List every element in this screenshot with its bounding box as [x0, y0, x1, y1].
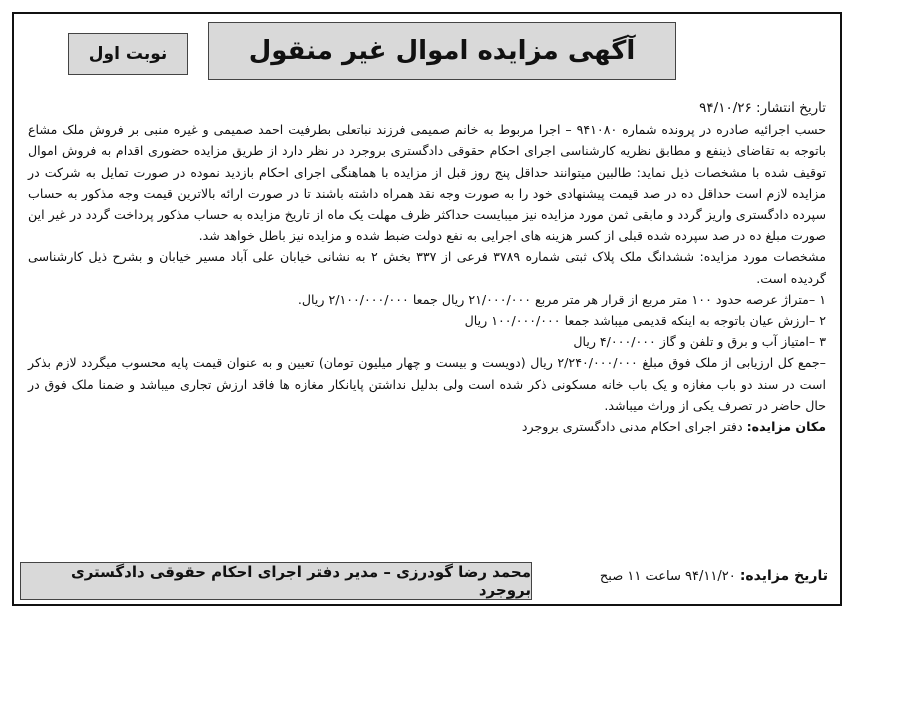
place-label: مکان مزایده:	[746, 419, 826, 435]
place-paragraph	[28, 416, 826, 437]
auction-date-label: تاریخ مزایده:	[739, 568, 828, 584]
item-3: ۳ –امتیاز آب و برق و تلفن و گاز ۴/۰۰۰/۰۰۰ ریال	[573, 334, 826, 350]
specs-text: ششدانگ ملک پلاک ثبتی شماره ۳۷۸۹ فرعی از ۳۳۷ بخش ۲ به نشانی خیابان علی آباد مسیر خیابان و بشرح ذیل کارشناسی گردیده است.	[28, 249, 826, 286]
footer-row	[14, 560, 840, 600]
specs-paragraph	[28, 246, 826, 288]
publish-date: تاریخ انتشار: ۹۴/۱۰/۲۶	[699, 100, 826, 116]
auction-date	[538, 568, 828, 584]
place-text: دفتر اجرای احکام مدنی دادگستری بروجرد	[521, 419, 743, 435]
round-badge: نوبت اول	[68, 33, 188, 75]
item-2: ۲ –ارزش عیان باتوجه به اینکه قدیمی میباشد جمعا ۱۰۰/۰۰۰/۰۰۰ ریال	[464, 313, 826, 329]
specs-label: مشخصات مورد مزایده:	[699, 249, 826, 265]
item-1: ۱ –متراژ عرصه حدود ۱۰۰ متر مربع از قرار هر متر مربع ۲۱/۰۰۰/۰۰۰ ریال جمعا ۲/۱۰۰/۰۰۰/۰۰۰ ریال.	[297, 291, 826, 307]
auction-date-text: ۹۴/۱۱/۲۰ ساعت ۱۱ صبح	[599, 569, 736, 584]
total-paragraph: –جمع کل ارزیابی از ملک فوق مبلغ ۲/۲۴۰/۰۰۰/۰۰۰ ریال (دویست و بیست و چهار میلیون تومان) تعیین و به عنوان قیمت پایه محسوب میگردد لازم بذکر است در سند دو باب مغازه و یک باب خانه مسکونی ذکر شده است ولی بدلیل نداشتن پایانکار مغازه ها فاقد ارزش تجاری میباشد و ضمنا ملک فوق در حال حاضر در تصرف یکی از وراث میباشد.	[28, 355, 826, 413]
main-paragraph: حسب اجرائیه صادره در پرونده شماره ۹۴۱۰۸۰ – اجرا مربوط به خانم صمیمی فرزند نباتعلی بطرفیت احمد صمیمی و غیره منبی بر فروش ملک مشاع باتوجه به تقاضای ذینفع و مطابق نظریه کارشناسی اجرای احکام حقوقی دادگستری بروجرد در نظر دارد از طریق مزایده حضوری اقدام به فروش اموال توقیف شده با مشخصات ذیل نماید: طالبین میتوانند حداقل پنج روز قبل از مزایده با هماهنگی اجرای احکام بازدید نموده در صورت تمایل به شرکت در مزایده لازم است حداقل ده در صد قیمت پیشنهادی خود را به صورت وجه نقد همراه داشته باشند تا در صورت ارائه بالاترین قیمت وجه مذکور به حساب سپرده دادگستری واریز گردد و مابقی ثمن مورد مزایده نیز میبایست حداکثر ظرف مهلت یک ماه از تاریخ مزایده به حساب مذکور پرداخت گردد در غیر این صورت مبلغ ده در صد سپرده شده قبلی از کسر هزینه های اجرایی به نفع دولت ضبط شده و مزایده نیز باطل خواهد شد.	[28, 122, 826, 244]
signature-box: محمد رضا گودرزی – مدیر دفتر اجرای احکام حقوقی دادگستری بروجرد	[20, 562, 532, 600]
notice-title: آگهی مزایده اموال غیر منقول	[208, 22, 676, 80]
notice-body	[28, 98, 826, 437]
